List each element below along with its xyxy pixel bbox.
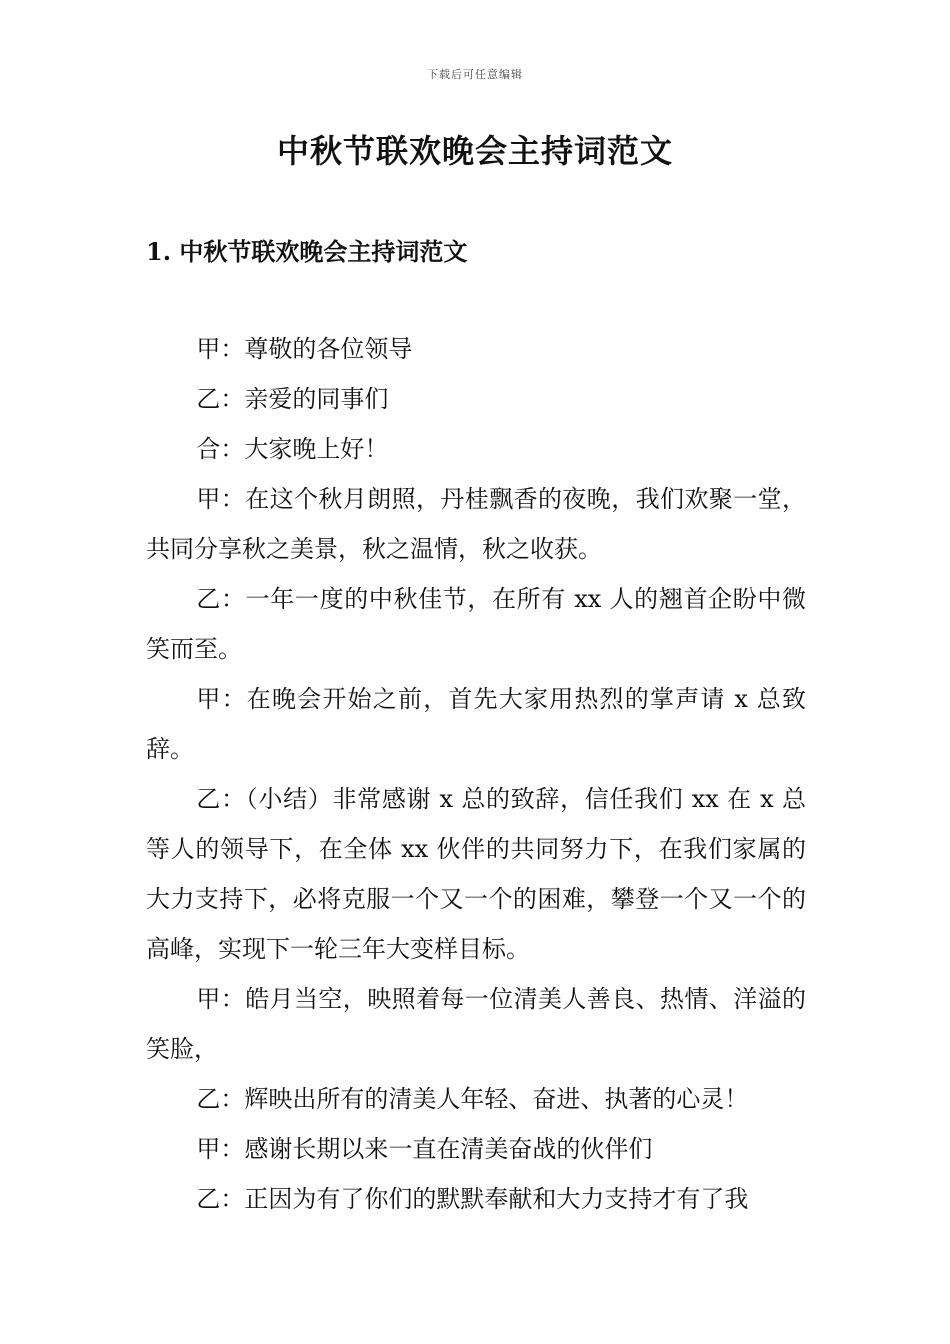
paragraph: 甲：感谢长期以来一直在清美奋战的伙伴们 xyxy=(196,1135,653,1163)
paragraph: 甲：在晚会开始之前，首先大家用热烈的掌声请 x 总致辞。 xyxy=(146,685,806,763)
paragraph: 乙：辉映出所有的清美人年轻、奋进、执著的心灵！ xyxy=(196,1085,749,1113)
paragraph: 合：大家晚上好！ xyxy=(196,435,389,463)
document-body xyxy=(146,324,806,1224)
paragraph: 乙：（小结）非常感谢 x 总的致辞，信任我们 xx 在 x 总等人的领导下，在全体 xx 伙伴的共同努力下，在我们家属的大力支持下，必将克服一个又一个的困难，攀登一个又一个的高峰，实现下一轮三年大变样目标。 xyxy=(146,785,806,963)
paragraph: 乙：亲爱的同事们 xyxy=(196,385,389,413)
paragraph: 甲：皓月当空，映照着每一位清美人善良、热情、洋溢的笑脸， xyxy=(146,985,806,1063)
section-heading: 1. 中秋节联欢晚会主持词范文 xyxy=(146,237,468,266)
document-title: 中秋节联欢晚会主持词范文 xyxy=(276,132,673,170)
paragraph: 乙：一年一度的中秋佳节，在所有 xx 人的翘首企盼中微笑而至。 xyxy=(146,585,806,663)
paragraph: 甲：在这个秋月朗照，丹桂飘香的夜晚，我们欢聚一堂，共同分享秋之美景，秋之温情，秋之收获。 xyxy=(146,485,806,563)
header-note: 下载后可任意编辑 xyxy=(427,68,523,81)
paragraph: 甲：尊敬的各位领导 xyxy=(196,335,413,363)
paragraph: 乙：正因为有了你们的默默奉献和大力支持才有了我 xyxy=(196,1185,749,1213)
